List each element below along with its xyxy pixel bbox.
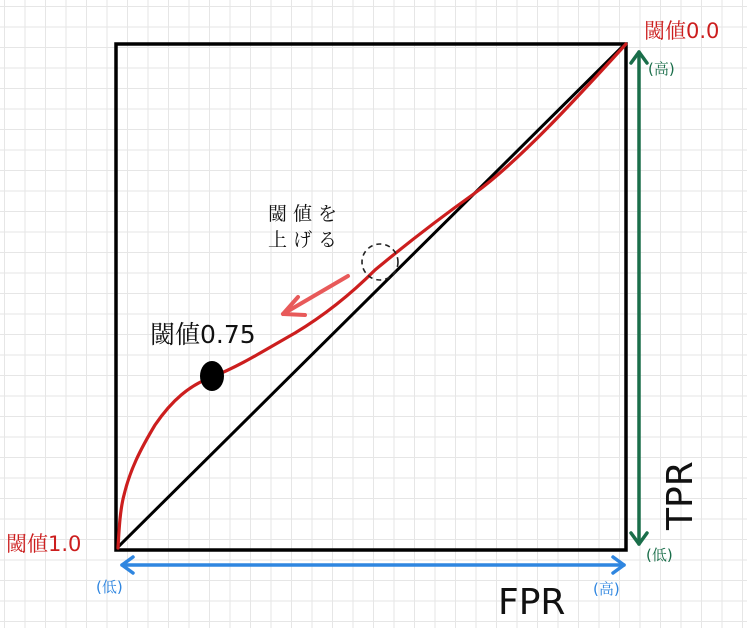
tpr-axis-arrow — [631, 52, 647, 544]
threshold-mid-label: 閾値0.75 — [150, 320, 256, 349]
threshold-point — [200, 361, 224, 391]
fpr-axis-arrow — [122, 557, 624, 573]
tpr-low-label: (低) — [646, 546, 673, 564]
tpr-axis-label: TPR — [660, 461, 701, 530]
threshold-top-label: 閾値0.0 — [644, 19, 720, 43]
tpr-high-label: (高) — [648, 60, 675, 78]
fpr-high-label: (高) — [593, 580, 620, 598]
threshold-raise-arrow — [283, 276, 348, 315]
fpr-low-label: (低) — [96, 578, 123, 596]
threshold-bottom-label: 閾値1.0 — [6, 532, 82, 556]
fpr-axis-label: FPR — [498, 582, 566, 623]
annotation-line1: 閾値を — [268, 203, 344, 225]
diagonal-line — [116, 44, 625, 549]
annotation-line2: 上げる — [268, 229, 344, 251]
